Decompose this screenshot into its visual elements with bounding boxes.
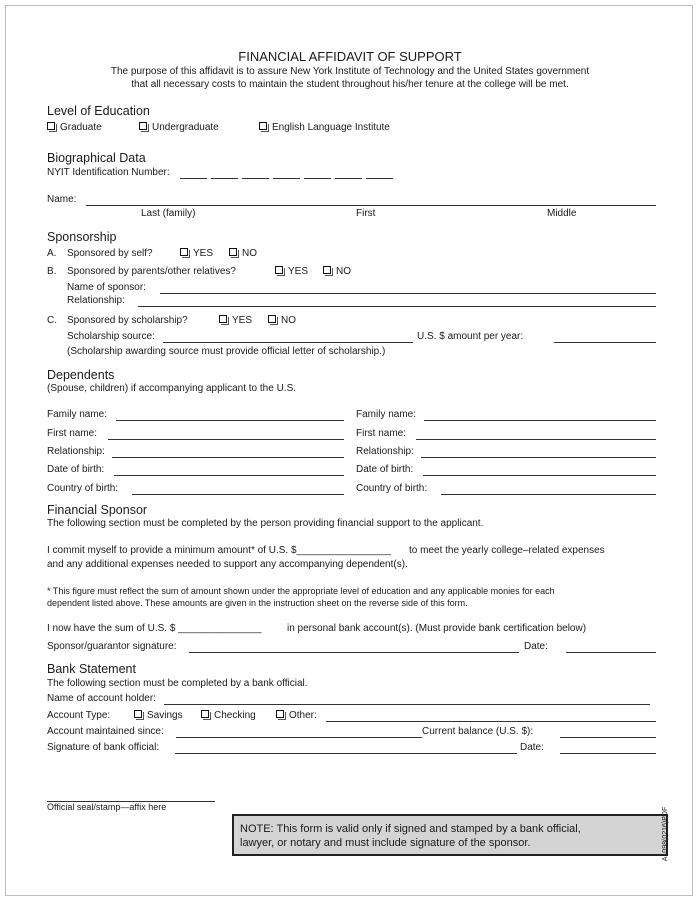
sponsor-signature-label: Sponsor/guarantor signature: — [47, 641, 177, 652]
self-no-label: NO — [242, 248, 257, 259]
scholarship-amount-label: U.S. $ amount per year: — [417, 331, 524, 342]
nyit-id-digit-field[interactable] — [366, 178, 393, 179]
nyit-id-digit-field[interactable] — [304, 178, 331, 179]
sponsor-signature-field[interactable] — [189, 652, 519, 653]
savings-label: Savings — [147, 710, 183, 721]
sponsor-name-field[interactable] — [160, 293, 656, 294]
option-a-letter: A. — [47, 248, 57, 259]
bio-heading: Biographical Data — [47, 151, 146, 165]
nyit-id-digit-field[interactable] — [211, 178, 238, 179]
dep2-country-field[interactable] — [441, 494, 656, 495]
dep1-relationship-field[interactable] — [112, 457, 344, 458]
page-border — [5, 5, 693, 896]
undergraduate-checkbox[interactable] — [139, 122, 147, 130]
bank-date-field[interactable] — [560, 753, 656, 754]
eli-checkbox[interactable] — [259, 122, 267, 130]
option-c-letter: C. — [47, 315, 57, 326]
sponsorship-heading: Sponsorship — [47, 230, 117, 244]
scholarship-yes-label: YES — [232, 315, 253, 326]
dep1-first-name-label: First name: — [47, 428, 98, 439]
bank-official-signature-field[interactable] — [175, 753, 517, 754]
dependents-heading: Dependents — [47, 368, 115, 382]
sponsor-date-label: Date: — [524, 641, 548, 652]
scholarship-no-label: NO — [281, 315, 296, 326]
dep2-family-name-label: Family name: — [356, 409, 417, 420]
dep1-dob-field[interactable] — [114, 475, 344, 476]
dep2-relationship-field[interactable] — [421, 457, 656, 458]
dep1-country-field[interactable] — [132, 494, 344, 495]
dep2-family-name-field[interactable] — [424, 420, 656, 421]
dep2-dob-field[interactable] — [423, 475, 656, 476]
account-type-label: Account Type: — [47, 710, 111, 721]
nyit-id-label: NYIT Identification Number: — [47, 167, 170, 178]
education-heading: Level of Education — [47, 104, 150, 118]
scholarship-yes-checkbox[interactable] — [219, 315, 227, 323]
option-b-letter: B. — [47, 266, 57, 277]
account-since-label: Account maintained since: — [47, 726, 164, 737]
bank-statement-subtitle: The following section must be completed by a bank official. — [47, 678, 308, 689]
official-seal-label: Official seal/stamp—affix here — [47, 802, 167, 812]
dep2-first-name-field[interactable] — [416, 439, 656, 440]
last-name-caption: Last (family) — [141, 208, 196, 219]
purpose-line-2: that all necessary costs to maintain the student throughout his/her tenure at the college will be met. — [131, 79, 569, 90]
purpose-line-1: The purpose of this affidavit is to assure New York Institute of Technology and the United States government — [110, 66, 590, 77]
sponsored-by-self-question: Sponsored by self? — [67, 248, 153, 259]
checking-label: Checking — [214, 710, 256, 721]
sponsor-name-label: Name of sponsor: — [67, 282, 146, 293]
commit-statement-part1: I commit myself to provide a minimum amount* of U.S. $_________________ — [47, 545, 392, 556]
dep1-dob-label: Date of birth: — [47, 464, 105, 475]
footnote-line1: * This figure must reflect the sum of amount shown under the appropriate level of education and any applicable monies for each — [47, 586, 555, 596]
footnote-line2: dependent listed above. These amounts are given in the instruction sheet on the reverse side of this form. — [47, 598, 468, 608]
scholarship-note: (Scholarship awarding source must provide official letter of scholarship.) — [67, 346, 386, 357]
sponsored-by-relatives-question: Sponsored by parents/other relatives? — [67, 266, 236, 277]
sponsor-relationship-label: Relationship: — [67, 295, 125, 306]
relatives-yes-checkbox[interactable] — [275, 266, 283, 274]
account-holder-label: Name of account holder: — [47, 693, 156, 704]
sponsor-date-field[interactable] — [566, 652, 656, 653]
sponsor-relationship-field[interactable] — [138, 306, 656, 307]
account-holder-field[interactable] — [164, 704, 650, 705]
bank-date-label: Date: — [520, 742, 544, 753]
scholarship-source-label: Scholarship source: — [67, 331, 155, 342]
other-label: Other: — [289, 710, 317, 721]
name-field[interactable] — [86, 205, 656, 206]
middle-name-caption: Middle — [547, 208, 577, 219]
first-name-caption: First — [356, 208, 376, 219]
account-since-field[interactable] — [176, 737, 422, 738]
savings-checkbox[interactable] — [134, 710, 142, 718]
current-balance-label: Current balance (U.S. $): — [422, 726, 534, 737]
dep1-relationship-label: Relationship: — [47, 446, 105, 457]
bank-sum-statement-part1: I now have the sum of U.S. $ _______________ — [47, 623, 262, 634]
eli-label: English Language Institute — [272, 122, 390, 133]
dep2-dob-label: Date of birth: — [356, 464, 414, 475]
scholarship-amount-field[interactable] — [554, 342, 656, 343]
bank-official-signature-label: Signature of bank official: — [47, 742, 160, 753]
nyit-id-digit-field[interactable] — [242, 178, 269, 179]
undergraduate-label: Undergraduate — [152, 122, 219, 133]
self-no-checkbox[interactable] — [229, 248, 237, 256]
dep1-family-name-field[interactable] — [116, 420, 344, 421]
self-yes-checkbox[interactable] — [180, 248, 188, 256]
name-label: Name: — [47, 194, 77, 205]
financial-sponsor-heading: Financial Sponsor — [47, 503, 148, 517]
checking-checkbox[interactable] — [201, 710, 209, 718]
commit-statement-line2: and any additional expenses needed to support any accompanying dependent(s). — [47, 559, 408, 570]
relatives-no-label: NO — [336, 266, 351, 277]
current-balance-field[interactable] — [560, 737, 656, 738]
graduate-checkbox[interactable] — [47, 122, 55, 130]
financial-sponsor-subtitle: The following section must be completed by the person providing financial support to the applicant. — [47, 518, 484, 529]
dep1-first-name-field[interactable] — [108, 439, 344, 440]
dependents-subtitle: (Spouse, children) if accompanying applicant to the U.S. — [47, 383, 297, 394]
dep1-country-label: Country of birth: — [47, 483, 119, 494]
form-code: A1098(0216)PDF — [662, 806, 669, 862]
validity-note-box — [232, 814, 668, 856]
validity-note-line2: lawyer, or notary and must include signature of the sponsor. — [240, 837, 531, 849]
relatives-yes-label: YES — [288, 266, 309, 277]
commit-statement-part2: to meet the yearly college–related expenses — [409, 545, 605, 556]
scholarship-source-field[interactable] — [163, 342, 413, 343]
dep1-family-name-label: Family name: — [47, 409, 108, 420]
relatives-no-checkbox[interactable] — [323, 266, 331, 274]
graduate-label: Graduate — [60, 122, 102, 133]
dep2-country-label: Country of birth: — [356, 483, 428, 494]
dep2-relationship-label: Relationship: — [356, 446, 414, 457]
self-yes-label: YES — [193, 248, 214, 259]
validity-note-line1: NOTE: This form is valid only if signed and stamped by a bank official, — [240, 823, 581, 835]
bank-sum-statement-part2: in personal bank account(s). (Must provide bank certification below) — [287, 623, 587, 634]
sponsored-by-scholarship-question: Sponsored by scholarship? — [67, 315, 188, 326]
other-type-field[interactable] — [326, 721, 656, 722]
other-checkbox[interactable] — [276, 710, 284, 718]
nyit-id-digit-field[interactable] — [335, 178, 362, 179]
nyit-id-digit-field[interactable] — [273, 178, 300, 179]
bank-statement-heading: Bank Statement — [47, 662, 136, 676]
form-title: FINANCIAL AFFIDAVIT OF SUPPORT — [238, 49, 462, 64]
nyit-id-digit-field[interactable] — [180, 178, 207, 179]
dep2-first-name-label: First name: — [356, 428, 407, 439]
scholarship-no-checkbox[interactable] — [268, 315, 276, 323]
